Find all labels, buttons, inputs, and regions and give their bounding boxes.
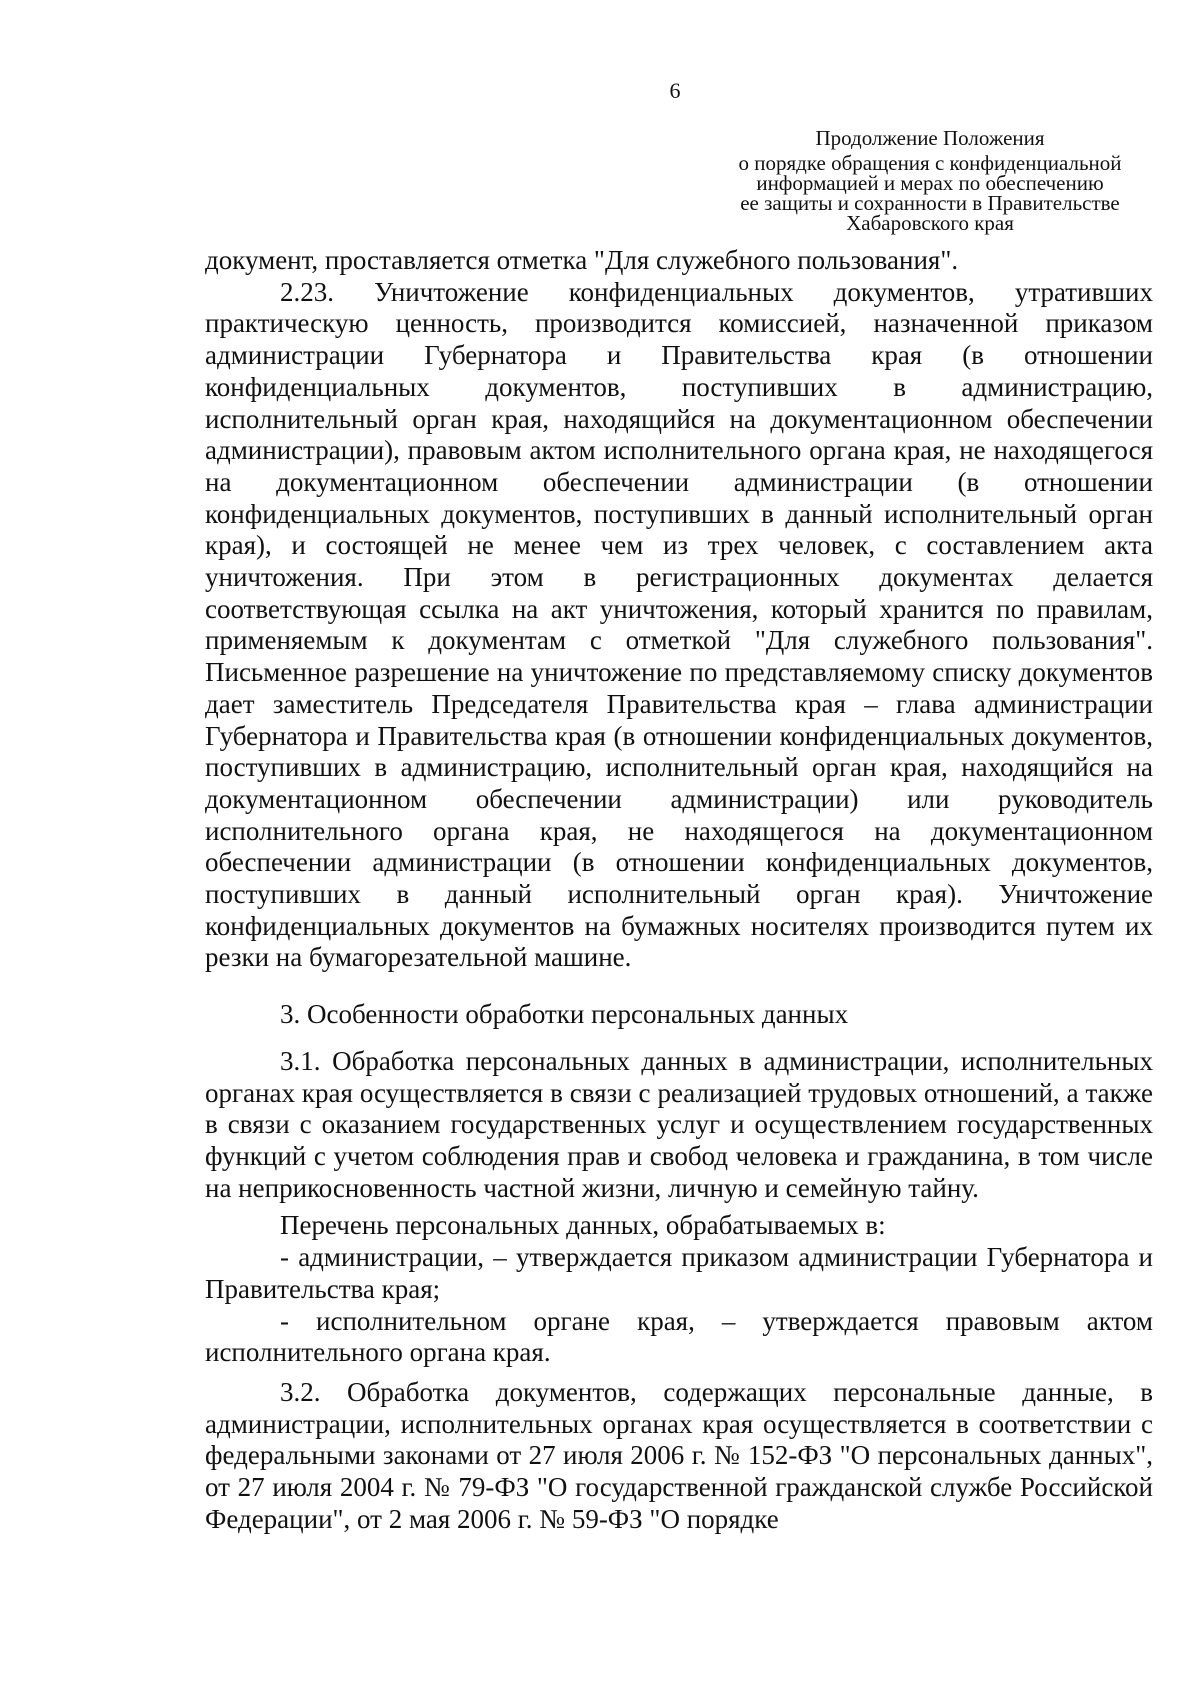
document-header: [690, 125, 1170, 233]
list-item: - администрации, – утверждается приказом администрации Губернатора и Правительства края;: [205, 1242, 1153, 1304]
continuation-paragraph: документ, проставляется отметка "Для служебного пользования".: [205, 245, 959, 275]
paragraph-3-2: 3.2. Обработка документов, содержащих персональные данные, в администрации, исполнительных органах края осуществляется в соответствии с федеральными законами от 27 июля 2006 г. № 152-ФЗ "О персональных данных", от 27 июля 2004 г. № 79-ФЗ "О государственной гражданской службе Российской Федерации", от 2 мая 2006 г. № 59-ФЗ "О порядке: [205, 1376, 1153, 1534]
list-item: - исполнительном органе края, – утверждается правовым актом исполнительного органа края.: [205, 1305, 1153, 1368]
header-line: информацией и мерах по обеспечению: [756, 171, 1104, 195]
paragraph-3-1: 3.1. Обработка персональных данных в администрации, исполнительных органах края осуществляется в связи с реализацией трудовых отношений, а также в связи с оказанием государственных услуг и осуществлением государственных функций с учетом соблюдения прав и свобод человека и гражданина, в том числе на неприкосновенность частной жизни, личную и семейную тайну.: [205, 1045, 1153, 1203]
paragraph-2-23: 2.23. Уничтожение конфиденциальных документов, утративших практическую ценность, производится комиссией, назначенной приказом администрации Губернатора и Правительства края (в отношении конфиденциальных документов, поступивших в администрацию, исполнительный орган края, находящийся на документационном обеспечении администрации), правовым актом исполнительного органа края, не находящегося на документационном обеспечении администрации (в отношении конфиденциальных документов, поступивших в данный исполнительный орган края), и состоящей не менее чем из трех человек, с составлением акта уничтожения. При этом в регистрационных документах делается соответствующая ссылка на акт уничтожения, который хранится по правилам, применяемым к документам с отметкой "Для служебного пользования". Письменное разрешение на уничтожение по представляемому списку документов дает заместитель Председателя Правительства края – глава администрации Губернатора и Правительства края (в отношении конфиденциальных документов, поступивших в администрацию, исполнительный орган края, находящийся на документационном обеспечении администрации) или руководитель исполнительного органа края, не находящегося на документационном обеспечении администрации (в отношении конфиденциальных документов, поступивших в данный исполнительный орган края). Уничтожение конфиденциальных документов на бумажных носителях производится путем их резки на бумагорезательной машине.: [205, 276, 1153, 973]
section-heading: 3. Особенности обработки персональных данных: [280, 999, 849, 1030]
header-line: о порядке обращения с конфиденциальной: [738, 151, 1122, 175]
document-body: [205, 245, 1153, 1535]
list-intro: Перечень персональных данных, обрабатываемых в:: [280, 1210, 886, 1241]
header-line: Хабаровского края: [846, 211, 1014, 235]
header-line: ее защиты и сохранности в Правительстве: [740, 191, 1120, 215]
header-title: Продолжение Положения: [815, 126, 1045, 150]
page-number: 6: [669, 78, 681, 103]
